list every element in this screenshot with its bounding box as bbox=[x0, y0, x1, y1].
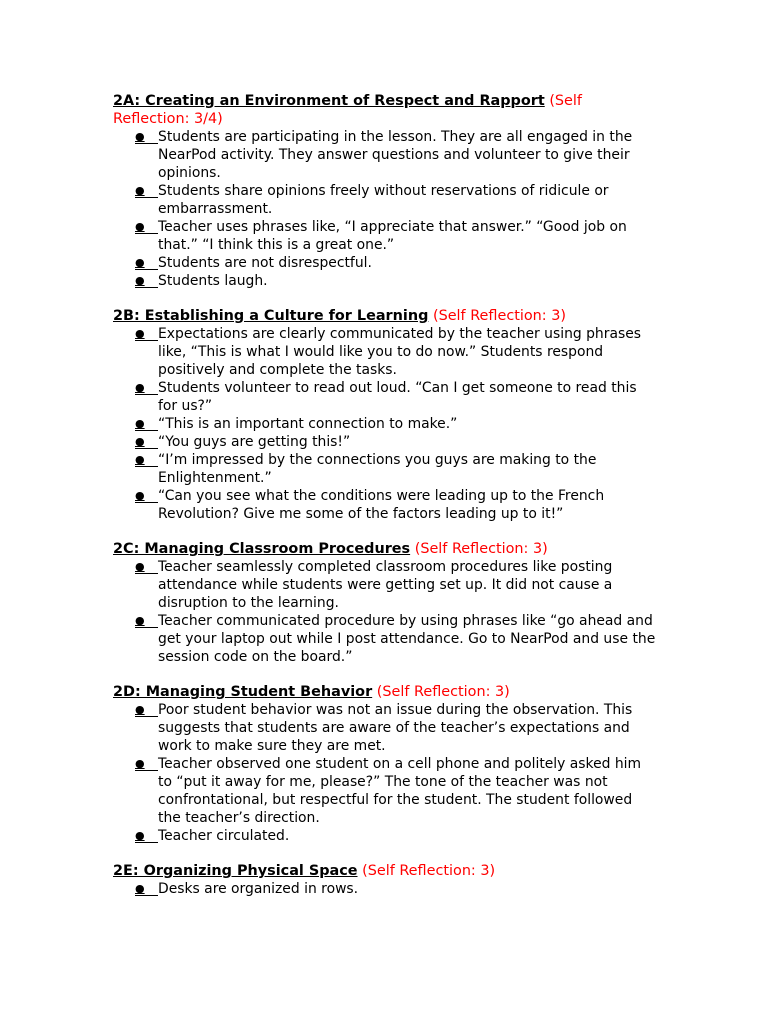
section-title: 2C: Managing Classroom Procedures bbox=[113, 541, 411, 557]
bullet-icon: ● bbox=[135, 379, 158, 397]
bullet-icon: ● bbox=[135, 451, 158, 469]
list-item bbox=[113, 272, 658, 290]
section-title: 2E: Organizing Physical Space bbox=[113, 863, 358, 879]
list-item-text: Teacher circulated. bbox=[158, 828, 290, 844]
list-item bbox=[113, 254, 658, 272]
observation-list bbox=[113, 558, 658, 666]
list-item-text: “Can you see what the conditions were leading up to the French Revolution? Give me some of the factors leading up to it!” bbox=[158, 488, 605, 522]
document-page bbox=[113, 92, 658, 915]
section-4 bbox=[113, 683, 658, 845]
list-item-text: Students share opinions freely without reservations of ridicule or embarrassment. bbox=[158, 183, 609, 217]
list-item bbox=[113, 701, 658, 755]
section-2 bbox=[113, 307, 658, 523]
section-heading bbox=[113, 92, 658, 128]
list-item bbox=[113, 755, 658, 827]
bullet-icon: ● bbox=[135, 487, 158, 505]
list-item bbox=[113, 182, 658, 218]
list-item-text: Teacher seamlessly completed classroom procedures like posting attendance while students were getting set up. It did not cause a disruption to the learning. bbox=[158, 559, 613, 611]
bullet-icon: ● bbox=[135, 254, 158, 272]
section-heading bbox=[113, 307, 658, 325]
list-item bbox=[113, 415, 658, 433]
section-title: 2A: Creating an Environment of Respect and Rapport bbox=[113, 93, 545, 109]
list-item bbox=[113, 325, 658, 379]
list-item bbox=[113, 218, 658, 254]
list-item bbox=[113, 612, 658, 666]
self-reflection-score: (Self Reflection: 3) bbox=[376, 684, 510, 700]
bullet-icon: ● bbox=[135, 128, 158, 146]
list-item bbox=[113, 558, 658, 612]
section-title: 2D: Managing Student Behavior bbox=[113, 684, 373, 700]
bullet-icon: ● bbox=[135, 612, 158, 630]
list-item bbox=[113, 128, 658, 182]
list-item-text: Teacher observed one student on a cell phone and politely asked him to “put it away for me, please?” The tone of the teacher was not confrontational, but respectful for the student. The student followed the teacher’s direction. bbox=[158, 756, 642, 826]
bullet-icon: ● bbox=[135, 701, 158, 719]
list-item bbox=[113, 433, 658, 451]
bullet-icon: ● bbox=[135, 827, 158, 845]
list-item-text: Students are not disrespectful. bbox=[158, 255, 372, 271]
self-reflection-score: (Self Reflection: 3) bbox=[362, 863, 496, 879]
section-heading bbox=[113, 683, 658, 701]
section-3 bbox=[113, 540, 658, 666]
list-item bbox=[113, 827, 658, 845]
observation-list bbox=[113, 128, 658, 290]
section-title: 2B: Establishing a Culture for Learning bbox=[113, 308, 429, 324]
list-item-text: Teacher uses phrases like, “I appreciate that answer.” “Good job on that.” “I think this is a great one.” bbox=[158, 219, 627, 253]
list-item-text: Desks are organized in rows. bbox=[158, 881, 359, 897]
self-reflection-score: (Self Reflection: 3) bbox=[414, 541, 548, 557]
list-item-text: Students are participating in the lesson. They are all engaged in the NearPod activity. They answer questions and volunteer to give their opinions. bbox=[158, 129, 633, 181]
self-reflection-score: (Self Reflection: 3) bbox=[432, 308, 566, 324]
list-item-text: “You guys are getting this!” bbox=[158, 434, 351, 450]
section-1 bbox=[113, 92, 658, 290]
observation-list bbox=[113, 701, 658, 845]
list-item-text: Poor student behavior was not an issue during the observation. This suggests that students are aware of the teacher’s expectations and work to make sure they are met. bbox=[158, 702, 633, 754]
section-heading bbox=[113, 862, 658, 880]
section-5 bbox=[113, 862, 658, 898]
bullet-icon: ● bbox=[135, 880, 158, 898]
list-item-text: Students volunteer to read out loud. “Can I get someone to read this for us?” bbox=[158, 380, 637, 414]
section-heading bbox=[113, 540, 658, 558]
list-item-text: Expectations are clearly communicated by the teacher using phrases like, “This is what I would like you to do now.” Students respond positively and complete the tasks. bbox=[158, 326, 641, 378]
self-reflection-score: (Self Reflection: 3/4) bbox=[113, 93, 582, 127]
list-item bbox=[113, 880, 658, 898]
list-item bbox=[113, 379, 658, 415]
observation-list bbox=[113, 325, 658, 523]
list-item bbox=[113, 451, 658, 487]
bullet-icon: ● bbox=[135, 218, 158, 236]
observation-list bbox=[113, 880, 658, 898]
list-item-text: “I’m impressed by the connections you guys are making to the Enlightenment.” bbox=[158, 452, 597, 486]
bullet-icon: ● bbox=[135, 272, 158, 290]
bullet-icon: ● bbox=[135, 325, 158, 343]
bullet-icon: ● bbox=[135, 415, 158, 433]
bullet-icon: ● bbox=[135, 558, 158, 576]
list-item-text: Students laugh. bbox=[158, 273, 268, 289]
bullet-icon: ● bbox=[135, 182, 158, 200]
list-item-text: “This is an important connection to make.” bbox=[158, 416, 458, 432]
list-item bbox=[113, 487, 658, 523]
bullet-icon: ● bbox=[135, 755, 158, 773]
list-item-text: Teacher communicated procedure by using phrases like “go ahead and get your laptop out while I post attendance. Go to NearPod and use the session code on the board.” bbox=[158, 613, 656, 665]
bullet-icon: ● bbox=[135, 433, 158, 451]
